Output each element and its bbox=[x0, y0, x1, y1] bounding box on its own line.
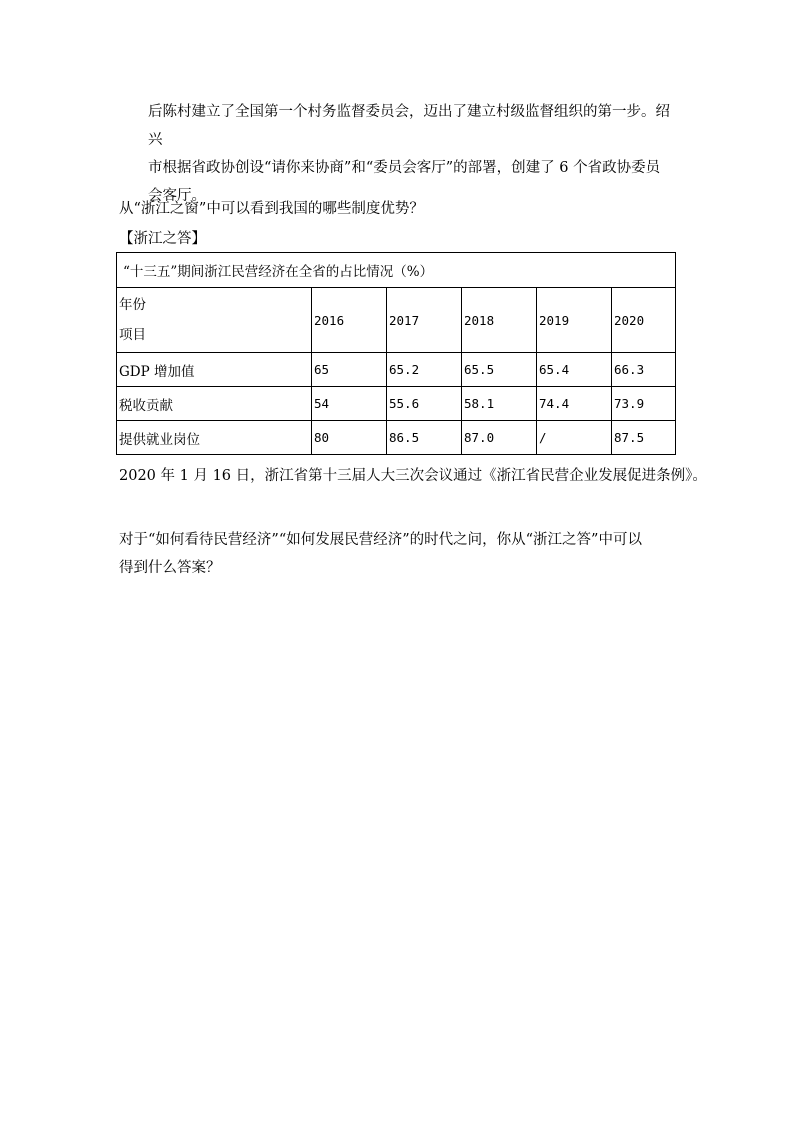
table-cell: 87.5 bbox=[612, 421, 676, 455]
row-label: 提供就业岗位 bbox=[117, 421, 312, 455]
economy-share-table bbox=[116, 252, 676, 455]
table-header-row bbox=[117, 288, 676, 353]
table-row bbox=[117, 353, 676, 387]
intro-paragraph bbox=[148, 98, 678, 210]
table-cell: 87.0 bbox=[462, 421, 537, 455]
question-1: 从“浙江之窗”中可以看到我国的哪些制度优势？ bbox=[119, 201, 424, 217]
year-header: 2016 bbox=[312, 288, 387, 353]
table-cell: 86.5 bbox=[387, 421, 462, 455]
regulation-note: 2020 年 1 月 16 日，浙江省第十三届人大三次会议通过《浙江省民营企业发展促进条例》。 bbox=[119, 468, 707, 484]
table-cell: 54 bbox=[312, 387, 387, 421]
question-2-line: 对于“如何看待民营经济”“如何发展民营经济”的时代之问，你从“浙江之答”中可以 bbox=[119, 532, 642, 548]
question-2 bbox=[119, 526, 642, 582]
diagonal-header-cell bbox=[117, 288, 312, 353]
table-cell: 74.4 bbox=[537, 387, 612, 421]
row-label: 税收贡献 bbox=[117, 387, 312, 421]
question-2-line: 得到什么答案？ bbox=[119, 560, 221, 576]
table-row bbox=[117, 387, 676, 421]
intro-line: 市根据省政协创设“请你来协商”和“委员会客厅”的部署，创建了 6 个省政协委员 bbox=[148, 160, 661, 176]
year-header: 2019 bbox=[537, 288, 612, 353]
year-header: 2017 bbox=[387, 288, 462, 353]
header-item-label: 项目 bbox=[119, 327, 146, 343]
year-header: 2020 bbox=[612, 288, 676, 353]
row-label: GDP 增加值 bbox=[117, 353, 312, 387]
table-cell: 80 bbox=[312, 421, 387, 455]
table-cell: 65.4 bbox=[537, 353, 612, 387]
table-cell: 73.9 bbox=[612, 387, 676, 421]
table-cell: 55.6 bbox=[387, 387, 462, 421]
table-cell: 65.2 bbox=[387, 353, 462, 387]
section-heading: 【浙江之答】 bbox=[119, 231, 206, 247]
intro-line: 会客厅。 bbox=[148, 188, 206, 204]
table-cell: 65.5 bbox=[462, 353, 537, 387]
table-cell: 66.3 bbox=[612, 353, 676, 387]
table-row bbox=[117, 421, 676, 455]
table-cell: 58.1 bbox=[462, 387, 537, 421]
header-year-label: 年份 bbox=[119, 297, 146, 313]
table-caption: “十三五”期间浙江民营经济在全省的占比情况（%） bbox=[117, 253, 676, 288]
table-cell: 65 bbox=[312, 353, 387, 387]
table-cell: / bbox=[537, 421, 612, 455]
year-header: 2018 bbox=[462, 288, 537, 353]
intro-line: 后陈村建立了全国第一个村务监督委员会，迈出了建立村级监督组织的第一步。绍兴 bbox=[148, 104, 670, 148]
